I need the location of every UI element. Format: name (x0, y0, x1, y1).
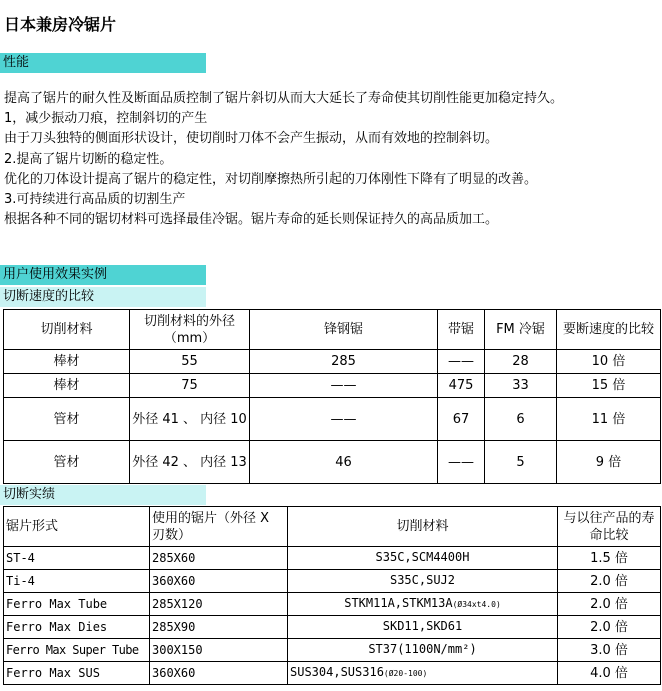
table-row (4, 441, 661, 484)
table-row (4, 398, 661, 441)
table-row (4, 639, 661, 662)
results-header-cell: 使用的锯片（外径 X 刃数） (150, 507, 288, 547)
table-row (4, 374, 661, 398)
speed-header-cell: 要断速度的比较 (557, 310, 661, 350)
blade-type-cell: Ti-4 (4, 570, 150, 593)
speed-header-cell: FM 冷锯 (485, 310, 557, 350)
paragraph-line: 提高了锯片的耐久性及断面品质控制了锯片斜切从而大大延长了寿命使其切削性能更加稳定持久。 (4, 91, 564, 106)
blade-type-cell: Ferro Max Dies (4, 616, 150, 639)
table-cell: 管材 (4, 398, 130, 441)
blade-type-cell: Ferro Max Super Tube (4, 639, 150, 662)
table-cell: 33 (485, 374, 557, 398)
table-row (4, 616, 661, 639)
table-cell: 285 (250, 350, 438, 374)
ratio-cell: 2.0 倍 (558, 570, 661, 593)
paragraph-line: 优化的刀体设计提高了锯片的稳定性，对切削摩擦热所引起的刀体刚性下降有了明显的改善。 (4, 171, 538, 187)
table-cell: 外径 42 、 内径 13 (130, 441, 250, 484)
ratio-cell: 3.0 倍 (558, 639, 661, 662)
blade-spec-cell: 360X60 (150, 662, 288, 685)
material-cell: SUS304,SUS316(Ø20-100) (288, 662, 558, 685)
material-cell: S35C,SCM4400H (288, 547, 558, 570)
speed-header-cell: 切削材料的外径（mm） (130, 310, 250, 350)
table-cell: 11 倍 (557, 398, 661, 441)
speed-header-cell: 锋钢锯 (250, 310, 438, 350)
table-cell: 棒材 (4, 350, 130, 374)
ratio-cell: 2.0 倍 (558, 593, 661, 616)
paragraph-line: 由于刀头独特的侧面形状设计，使切削时刀体不会产生振动，从而有效地的控制斜切。 (4, 131, 499, 147)
blade-spec-cell: 285X60 (150, 547, 288, 570)
table-cell: 46 (250, 441, 438, 484)
table-cell: 棒材 (4, 374, 130, 398)
blade-type-cell: ST-4 (4, 547, 150, 570)
blade-spec-cell: 300X150 (150, 639, 288, 662)
table-cell: 管材 (4, 441, 130, 484)
blade-spec-cell: 285X120 (150, 593, 288, 616)
table-cell: —— (250, 374, 438, 398)
table-cell: —— (438, 350, 485, 374)
ratio-cell: 2.0 倍 (558, 616, 661, 639)
table-cell: 55 (130, 350, 250, 374)
results-header-cell: 锯片形式 (4, 507, 150, 547)
material-cell: ST37(1100N/mm²) (288, 639, 558, 662)
page-title: 日本兼房冷锯片 (4, 15, 117, 34)
subsection-results-header: 切断实绩 (0, 485, 206, 505)
paragraph-line: 2.提高了锯片切断的稳定性。 (4, 151, 173, 167)
table-cell: 10 倍 (557, 350, 661, 374)
table-row (4, 662, 661, 685)
subsection-speed-header: 切断速度的比较 (0, 287, 206, 307)
material-cell: STKM11A,STKM13A(Ø34xt4.0) (288, 593, 558, 616)
table-row (4, 593, 661, 616)
table-cell: 75 (130, 374, 250, 398)
table-cell: 外径 41 、 内径 10 (130, 398, 250, 441)
paragraph-line: 3.可持续进行高品质的切割生产 (4, 191, 186, 207)
table-cell: 5 (485, 441, 557, 484)
results-header-cell: 切削材料 (288, 507, 558, 547)
material-cell: S35C,SUJ2 (288, 570, 558, 593)
blade-type-cell: Ferro Max Tube (4, 593, 150, 616)
table-cell: 15 倍 (557, 374, 661, 398)
results-table (3, 506, 661, 685)
table-row (4, 350, 661, 374)
table-cell: 6 (485, 398, 557, 441)
paragraph-line: 1，减少振动刀痕，控制斜切的产生 (4, 111, 208, 127)
table-cell: —— (250, 398, 438, 441)
blade-spec-cell: 360X60 (150, 570, 288, 593)
blade-spec-cell: 285X90 (150, 616, 288, 639)
table-cell: 475 (438, 374, 485, 398)
material-cell: SKD11,SKD61 (288, 616, 558, 639)
ratio-cell: 1.5 倍 (558, 547, 661, 570)
table-row (4, 570, 661, 593)
section-cases-header: 用户使用效果实例 (0, 265, 206, 285)
table-cell: 28 (485, 350, 557, 374)
paragraph-line: 根据各种不同的锯切材料可选择最佳冷锯。锯片寿命的延长则保证持久的高品质加工。 (4, 212, 499, 228)
results-header-cell: 与以往产品的寿命比较 (558, 507, 661, 547)
table-row (4, 547, 661, 570)
speed-header-cell: 带锯 (438, 310, 485, 350)
performance-paragraph (4, 89, 563, 230)
table-cell: 9 倍 (557, 441, 661, 484)
ratio-cell: 4.0 倍 (558, 662, 661, 685)
table-cell: —— (438, 441, 485, 484)
blade-type-cell: Ferro Max SUS (4, 662, 150, 685)
table-cell: 67 (438, 398, 485, 441)
speed-header-cell: 切削材料 (4, 310, 130, 350)
speed-comparison-table (3, 309, 661, 484)
section-performance-header: 性能 (0, 53, 206, 73)
